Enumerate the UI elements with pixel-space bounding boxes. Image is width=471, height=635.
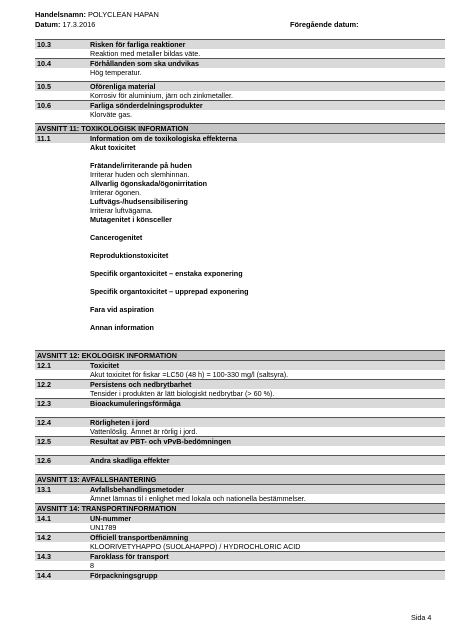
subsection-number: 12.2 xyxy=(37,380,51,389)
stot-repeated-label: Specifik organtoxicitet – upprepad exponering xyxy=(90,287,249,296)
section-12-header: AVSNITT 12: EKOLOGISK INFORMATION xyxy=(35,350,445,360)
subsection-12-3-header xyxy=(35,398,445,408)
subsection-12-6-header xyxy=(35,455,445,465)
subsection-title: UN-nummer xyxy=(90,514,132,523)
carcinogenicity-label: Cancerogenitet xyxy=(90,233,143,242)
stot-single-label: Specifik organtoxicitet – enstaka exponering xyxy=(90,269,243,278)
subsection-12-5-header xyxy=(35,436,445,446)
subsection-text: Ämnet lämnas til i enlighet med lokala och nationella bestämmelser. xyxy=(90,494,306,503)
subsection-title: Rörligheten i jord xyxy=(90,418,150,427)
subsection-text: KLOORIVETYHAPPO (SUOLAHAPPO) / HYDROCHLORIC ACID xyxy=(90,542,301,551)
subsection-number: 12.1 xyxy=(37,361,51,370)
tradename-label: Handelsnamn: xyxy=(35,10,86,19)
acute-toxicity-label: Akut toxicitet xyxy=(90,143,136,152)
subsection-title: Information om de toxikologiska effekterna xyxy=(90,134,237,143)
date-value: 17.3.2016 xyxy=(62,20,96,29)
subsection-title: Resultat av PBT- och vPvB-bedömningen xyxy=(90,437,231,446)
subsection-number: 12.4 xyxy=(37,418,51,427)
subsection-12-4-header xyxy=(35,417,445,427)
section-11-header: AVSNITT 11: TOXIKOLOGISK INFORMATION xyxy=(35,123,445,133)
subsection-14-4-header xyxy=(35,570,445,580)
mutagenicity-label: Mutagenitet i könsceller xyxy=(90,215,172,224)
subsection-text: Tensider i produkten är lätt biologiskt nedbrytbar (> 60 %). xyxy=(90,389,275,398)
subsection-text: Reaktion med metaller bildas väte. xyxy=(90,49,201,58)
subsection-title: Andra skadliga effekter xyxy=(90,456,170,465)
subsection-number: 10.3 xyxy=(37,40,51,49)
subsection-number: 12.5 xyxy=(37,437,51,446)
subsection-title: Toxicitet xyxy=(90,361,120,370)
subsection-14-2-header xyxy=(35,532,445,542)
tradename-value: POLYCLEAN HAPAN xyxy=(88,10,159,19)
subsection-title: Persistens och nedbrytbarhet xyxy=(90,380,192,389)
subsection-number: 13.1 xyxy=(37,485,51,494)
subsection-title: Förpackningsgrupp xyxy=(90,571,158,580)
previous-date-label: Föregående datum: xyxy=(290,20,359,29)
other-information-label: Annan information xyxy=(90,323,154,332)
page-header xyxy=(35,10,445,30)
subsection-text: Vattenlöslig. Ämnet är rörlig i jord. xyxy=(90,427,198,436)
tradename-line xyxy=(35,10,445,20)
subsection-number: 14.2 xyxy=(37,533,51,542)
subsection-title: Officiell transportbenämning xyxy=(90,533,189,542)
date-label: Datum: xyxy=(35,20,61,29)
subsection-title: Förhållanden som ska undvikas xyxy=(90,59,200,68)
subsection-number: 14.1 xyxy=(37,514,51,523)
subsection-10-6-header xyxy=(35,100,445,110)
subsection-14-1-header xyxy=(35,513,445,523)
subsection-title: Oförenliga material xyxy=(90,82,156,91)
section-13-header: AVSNITT 13: AVFALLSHANTERING xyxy=(35,474,445,484)
subsection-number: 12.6 xyxy=(37,456,51,465)
subsection-10-5-header xyxy=(35,81,445,91)
date-line xyxy=(35,20,445,30)
subsection-14-3-header xyxy=(35,551,445,561)
eye-damage-text: Irriterar ögonen. xyxy=(90,188,142,197)
subsection-text: UN1789 xyxy=(90,523,117,532)
eye-damage-label: Allvarlig ögonskada/ögonirritation xyxy=(90,179,208,188)
subsection-10-3-header xyxy=(35,39,445,49)
skin-corrosion-label: Frätande/irriterande på huden xyxy=(90,161,192,170)
subsection-text: Klorväte gas. xyxy=(90,110,132,119)
page-number: Sida 4 xyxy=(411,613,432,622)
subsection-title: Farliga sönderdelningsprodukter xyxy=(90,101,203,110)
subsection-12-2-header xyxy=(35,379,445,389)
subsection-text: Hög temperatur. xyxy=(90,68,142,77)
subsection-number: 10.5 xyxy=(37,82,51,91)
subsection-title: Bioackumuleringsförmåga xyxy=(90,399,181,408)
subsection-title: Faroklass för transport xyxy=(90,552,169,561)
subsection-11-1-header xyxy=(35,133,445,143)
subsection-text: 8 xyxy=(90,561,94,570)
subsection-text: Korrosiv för aluminium, järn och zinkmetaller. xyxy=(90,91,234,100)
section-14-header: AVSNITT 14: TRANSPORTINFORMATION xyxy=(35,503,445,513)
sensitisation-label: Luftvägs-/hudsensibilisering xyxy=(90,197,188,206)
subsection-number: 14.4 xyxy=(37,571,51,580)
subsection-10-4-header xyxy=(35,58,445,68)
subsection-number: 12.3 xyxy=(37,399,51,408)
subsection-title: Risken för farliga reaktioner xyxy=(90,40,186,49)
subsection-title: Avfallsbehandlingsmetoder xyxy=(90,485,184,494)
skin-corrosion-text: Irriterar huden och slemhinnan. xyxy=(90,170,190,179)
subsection-number: 10.6 xyxy=(37,101,51,110)
reproductive-toxicity-label: Reproduktionstoxicitet xyxy=(90,251,169,260)
subsection-13-1-header xyxy=(35,484,445,494)
subsection-number: 14.3 xyxy=(37,552,51,561)
aspiration-hazard-label: Fara vid aspiration xyxy=(90,305,154,314)
subsection-number: 10.4 xyxy=(37,59,51,68)
subsection-12-1-header xyxy=(35,360,445,370)
subsection-number: 11.1 xyxy=(37,134,51,143)
sensitisation-text: Irriterar luftvägarna. xyxy=(90,206,153,215)
sds-content xyxy=(35,39,445,580)
subsection-text: Akut toxicitet för fiskar =LC50 (48 h) = 100-330 mg/l (saltsyra). xyxy=(90,370,289,379)
